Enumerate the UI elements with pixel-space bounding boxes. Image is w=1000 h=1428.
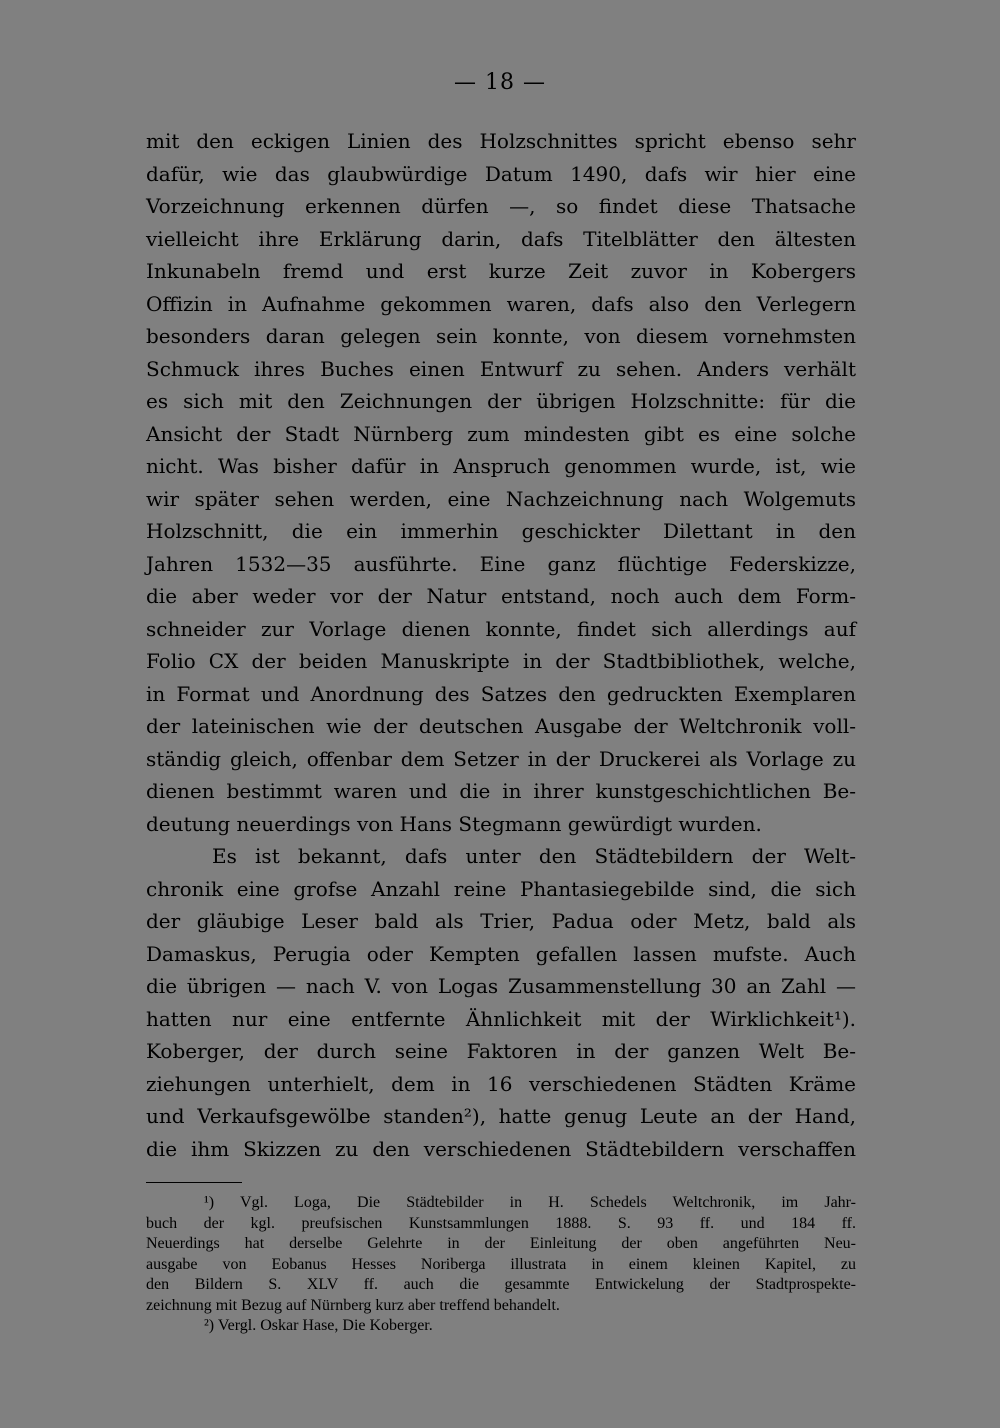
body-line: in Format und Anordnung des Satzes den gedruckten Exemplaren [146, 681, 856, 706]
footnotes [146, 1193, 856, 1337]
body-line: der gläubige Leser bald als Trier, Padua oder Metz, bald als [146, 909, 856, 933]
body-line: besonders daran gelegen sein konnte, von diesem vornehmsten [146, 324, 856, 348]
footnote-1-line: ¹) Vgl. Loga, Die Städtebilder in H. Schedels Weltchronik, im Jahr- [204, 1194, 856, 1211]
footnote-1-line: ausgabe von Eobanus Hesses Noriberga illustrata in einem kleinen Kapitel, zu [146, 1255, 856, 1273]
body-line: Koberger, der durch seine Faktoren in der ganzen Welt Be- [146, 1039, 856, 1063]
body-line: chronik eine grofse Anzahl reine Phantasiegebilde sind, die sich [146, 876, 856, 901]
page-number: — 18 — [454, 70, 546, 95]
body-line: Damaskus, Perugia oder Kempten gefallen lassen mufste. Auch [146, 941, 856, 966]
paragraph-end-line: deutung neuerdings von Hans Stegmann gewürdigt wurden. [146, 811, 762, 836]
body-line: Holzschnitt, die ein immerhin geschickter Dilettant in den [146, 519, 856, 543]
body-line: Schmuck ihres Buches einen Entwurf zu sehen. Anders verhält [146, 356, 856, 381]
body-line: und Verkaufsgewölbe standen²), hatte genug Leute an der Hand, [146, 1104, 856, 1128]
body-line: die übrigen — nach V. von Logas Zusammenstellung 30 an Zahl — [146, 974, 856, 998]
body-line: Inkunabeln fremd und erst kurze Zeit zuvor in Kobergers [146, 259, 856, 283]
body-line: wir später sehen werden, eine Nachzeichnung nach Wolgemuts [146, 486, 856, 511]
body-line: vielleicht ihre Erklärung darin, dafs Titelblätter den ältesten [146, 226, 856, 251]
body-line: es sich mit den Zeichnungen der übrigen Holzschnitte: für die [146, 389, 856, 413]
footnote-divider [146, 1182, 242, 1183]
footnote-1-line: zeichnung mit Bezug auf Nürnberg kurz aber treffend behandelt. [146, 1296, 560, 1314]
body-line: die ihm Skizzen zu den verschiedenen Städtebildern verschaffen [146, 1136, 856, 1161]
body-line: der lateinischen wie der deutschen Ausgabe der Weltchronik voll- [146, 714, 856, 738]
footnote-1-line: buch der kgl. preufsischen Kunstsammlungen 1888. S. 93 ff. und 184 ff. [146, 1214, 856, 1232]
body-text [146, 125, 856, 1165]
body-line: ständig gleich, offenbar dem Setzer in der Druckerei als Vorlage zu [146, 746, 856, 771]
body-line: Ansicht der Stadt Nürnberg zum mindesten gibt es eine solche [146, 421, 856, 446]
body-line: Offizin in Aufnahme gekommen waren, dafs also den Verlegern [146, 291, 856, 316]
body-line: mit den eckigen Linien des Holzschnittes spricht ebenso sehr [146, 129, 856, 153]
footnote-1-line: Neuerdings hat derselbe Gelehrte in der Einleitung der oben angeführten Neu- [146, 1235, 856, 1252]
body-line: nicht. Was bisher dafür in Anspruch genommen wurde, ist, wie [146, 454, 856, 478]
paragraph-start-line: Es ist bekannt, dafs unter den Städtebildern der Welt- [212, 844, 856, 868]
body-line: Jahren 1532—35 ausführte. Eine ganz flüchtige Federskizze, [146, 551, 856, 576]
footnote-2-line: ²) Vergl. Oskar Hase, Die Koberger. [204, 1317, 433, 1334]
body-line: dafür, wie das glaubwürdige Datum 1490, dafs wir hier eine [146, 161, 856, 186]
body-line: schneider zur Vorlage dienen konnte, findet sich allerdings auf [146, 616, 856, 641]
body-line: Folio CX der beiden Manuskripte in der Stadtbibliothek, welche, [146, 649, 856, 673]
footnote-1-line: den Bildern S. XLV ff. auch die gesammte Entwickelung der Stadtprospekte- [146, 1276, 856, 1293]
body-line: Vorzeichnung erkennen dürfen —, so findet diese Thatsache [146, 194, 856, 218]
body-line: ziehungen unterhielt, dem in 16 verschiedenen Städten Kräme [146, 1071, 856, 1096]
body-line: dienen bestimmt waren und die in ihrer kunstgeschichtlichen Be- [146, 779, 856, 803]
body-line: hatten nur eine entfernte Ähnlichkeit mit der Wirklichkeit¹). [146, 1006, 856, 1031]
body-line: die aber weder vor der Natur entstand, noch auch dem Form- [146, 584, 856, 608]
